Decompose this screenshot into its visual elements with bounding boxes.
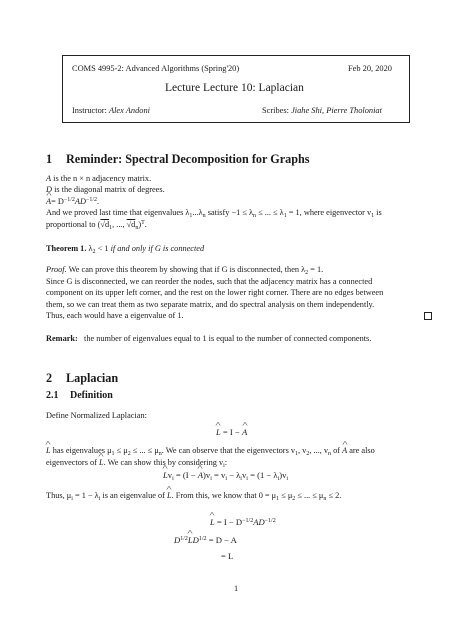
eigenvectors-line: eigenvectors of ^ L. We can show this by considering $v_i$:: [46, 457, 227, 468]
instructor-label: Instructor:: [72, 106, 107, 115]
proof-line-5: Thus, each would have a eigenvalue of 1.: [46, 311, 184, 320]
lecture-title: Lecture Lecture 10: Laplacian: [165, 82, 304, 94]
remark: Remark: the number of eigenvalues equal to 1 is equal to the number of connected components.: [46, 334, 372, 343]
subsection-number: 2.1: [46, 390, 59, 401]
section-1-number: 1: [46, 152, 53, 166]
scribes-names: Jiahe Shi, Pierre Tholoniat: [291, 106, 382, 115]
subsection-2-1-heading: [46, 390, 113, 401]
thus-line: Thus, $\mu_i = 1 - \lambda_i$ is an eigenvalue of ^ L. From this, we know that $0 = \mu_1 \le \mu_2$ ≤ ... ≤ $\mu_n \le 2$.: [46, 490, 341, 501]
theorem-label: Theorem 1.: [46, 244, 87, 253]
scribes-label: Scribes:: [262, 106, 289, 115]
line-D-def: D is the diagonal matrix of degrees.: [46, 185, 165, 194]
section-2-title: Laplacian: [66, 371, 119, 385]
lecture-date: Feb 20, 2020: [348, 64, 392, 73]
instructor-name: Alex Andoni: [108, 106, 150, 115]
eigenvalues-line: ^ L has eigenvalues $\mu_1 \le \mu_2$ ≤ ... ≤ $\mu_n$. We can observe that the eigenvectors $v_1$, $v_2$, ..., $v_n$ of ^ A are also: [46, 445, 375, 456]
page-number: 1: [234, 584, 239, 593]
section-1-title: Reminder: Spectral Decomposition for Graphs: [66, 152, 310, 166]
proportional-line: proportional to ($√d_1$, ..., $√d_n)^T$.: [46, 220, 147, 231]
section-1-heading: [46, 152, 310, 167]
eigenvalue-line: And we proved last time that eigenvalues $\lambda_1...\lambda_n$ satisfy $-1 \le \lambda_n$ ≤ ... ≤ $\lambda_1 = 1$, where eigenvector $v_1$ is: [46, 208, 382, 219]
definition-text: Define Normalized Laplacian:: [46, 411, 147, 420]
theorem-1: Theorem 1. $\lambda_2 < 1$ if and only if G is connected: [46, 244, 205, 255]
equation-equals-L: = L: [221, 551, 234, 561]
line-Ahat-def: ^ $A= D^{-1/2}AD^{-1/2}$.: [46, 196, 99, 207]
proof-line-2: Since G is disconnected, we can reorder the nodes, such that the adjacency matrix has a connected: [46, 277, 373, 286]
subsection-title: Definition: [70, 390, 113, 401]
section-2-heading: [46, 371, 118, 386]
proof-line-3: component on its upper left corner, and the rest on the lower right corner. There are no edges between: [46, 288, 384, 297]
equation-laplacian-expanded: ^ $L = I - D^{-1/2}AD^{-1/2}$: [210, 517, 276, 527]
line-A-def: A is the n × n adjacency matrix.: [46, 174, 152, 183]
equation-laplacian-hat: ^ L = I − ^ A: [216, 427, 247, 437]
equation-eigen-derivation: ^ $Lv_i = (I$ − ^ $A)v_i = v_i - \lambda_iv_i = (1 - \lambda_i)v_i$: [163, 470, 288, 480]
scribes-line: [262, 106, 382, 115]
qed-square-icon: [424, 312, 432, 320]
equation-scaled-laplacian: $D^{1/2}\^{}$ $LD^{1/2} = D - A$: [174, 535, 237, 545]
instructor-line: [72, 106, 150, 115]
course-name: COMS 4995-2: Advanced Algorithms (Spring'20): [72, 64, 240, 73]
remark-label: Remark:: [46, 334, 78, 343]
proof-line-1: Proof. We can prove this theorem by showing that if G is disconnected, then $\lambda_2 = 1$.: [46, 265, 324, 276]
section-2-number: 2: [46, 371, 53, 385]
proof-line-4: them, so we can treat them as two separate matrix, and do spectral analysis on them independently.: [46, 300, 375, 309]
